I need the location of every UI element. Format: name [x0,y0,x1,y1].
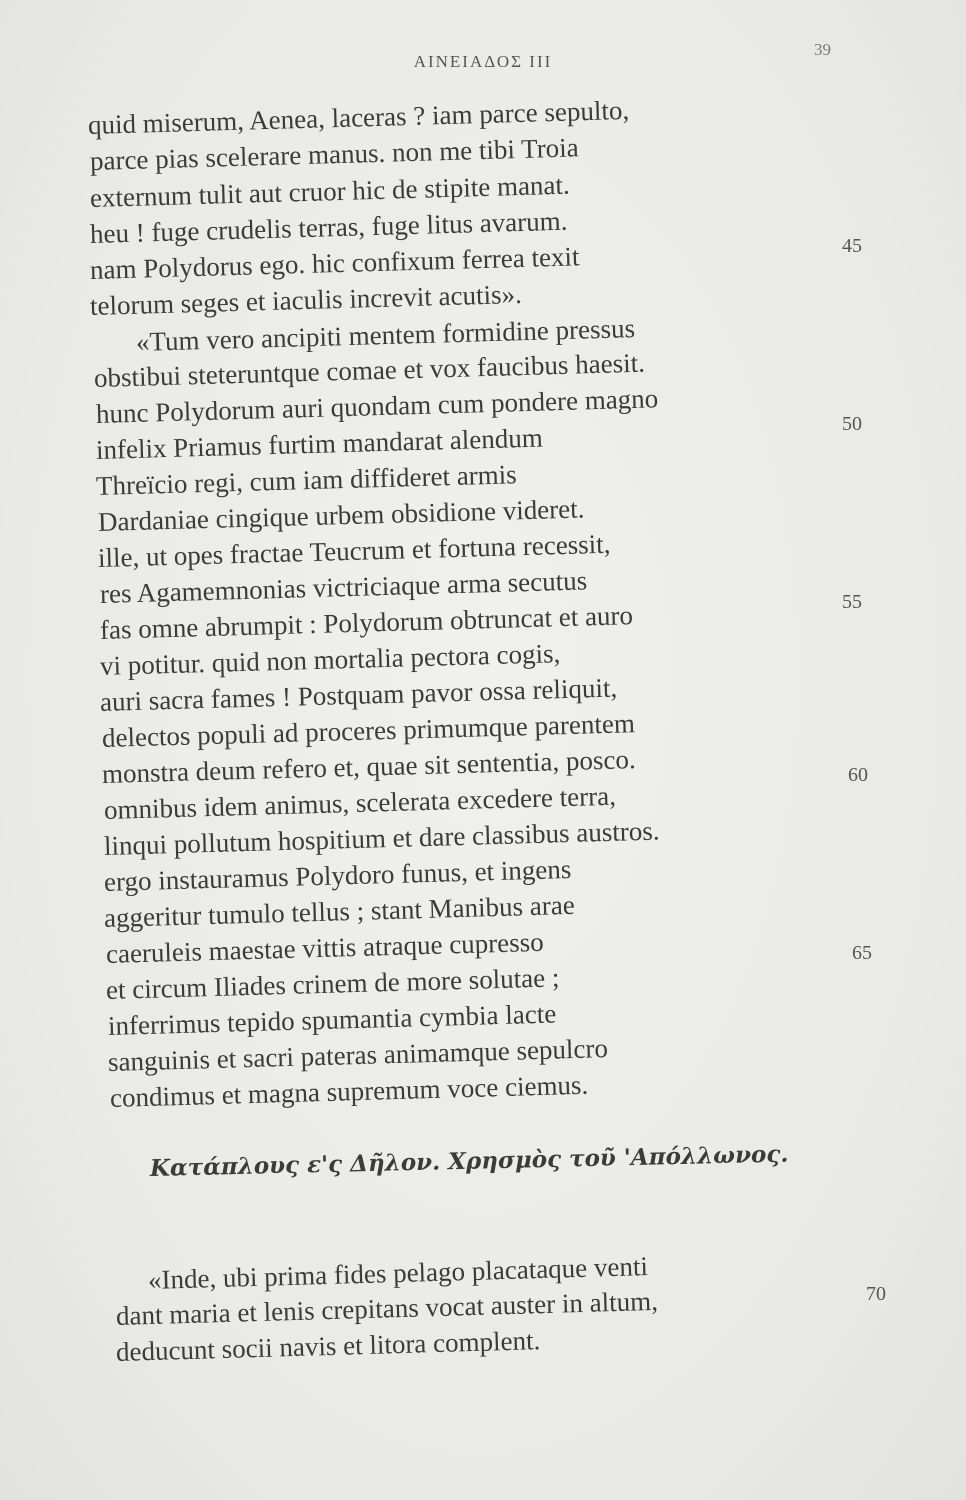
verse-line: nam Polydorus ego. hic confixum ferrea texit [89,241,580,285]
verse-line: parce pias scelerare manus. non me tibi Troia [89,132,580,176]
line-number: 55 [842,591,862,613]
verse-line: aggeritur tumulo tellus ; stant Manibus arae [103,889,576,933]
verse-line: quid miserum, Aenea, laceras ? iam parce sepulto, [87,94,630,140]
verse-line: monstra deum refero et, quae sit sententia, posco. [101,744,637,789]
verse-line: delectos populi ad proceres primumque parentem [101,708,636,753]
verse-line: sanguinis et sacri pateras animamque sepulcro [107,1033,609,1077]
verse-line: omnibus idem animus, scelerata excedere terra, [103,780,617,825]
section-heading: Κατάπλους ε'ς Δῆλον. Χρησμὸς τοῦ 'Απόλλωνος. [149,1140,789,1182]
verse-line: obstibui steteruntque comae et vox faucibus haesit. [93,347,646,393]
verse-line: auri sacra fames ! Postquam pavor ossa reliquit, [99,672,618,717]
verse-line: condimus et magna supremum voce ciemus. [109,1069,589,1113]
verse-line: hunc Polydorum auri quondam cum pondere magno [95,383,659,429]
verse-line: inferrimus tepido spumantia cymbia lacte [107,998,557,1041]
verse-line: caeruleis maestae vittis atraque cupresso [105,926,545,969]
line-number: 65 [852,942,872,964]
page-number: 39 [814,40,831,59]
line-number: 70 [866,1283,886,1305]
verse-line: et circum Iliades crinem de more solutae ; [105,962,560,1005]
line-number: 45 [842,235,862,257]
verse-line: linqui pollutum hospitium et dare classibus austros. [103,815,660,861]
verse-line: heu ! fuge crudelis terras, fuge litus avarum. [89,205,568,249]
verse-line: «Tum vero ancipiti mentem formidine pressus [135,313,636,357]
verse-line: vi potitur. quid non mortalia pectora cogis, [99,638,561,681]
verse-line: infelix Priamus furtim mandarat alendum [95,422,544,465]
verse-line: res Agamemnonias victriciaque arma secutus [99,565,588,609]
running-title: ΑΙΝΕΙΑΔΟΣ III [413,52,553,71]
verse-line: Threïcio regi, cum iam diffideret armis [95,459,518,501]
line-number: 50 [842,413,862,435]
verse-line: deducunt socii navis et litora complent. [115,1325,541,1367]
verse-line: externum tulit aut cruor hic de stipite manat. [89,169,571,213]
line-number: 60 [848,764,868,786]
verse-line: ergo instauramus Polydoro funus, et ingens [103,853,572,897]
verse-line: fas omne abrumpit : Polydorum obtruncat et auro [99,600,634,645]
verse-line: ille, ut opes fractae Teucrum et fortuna recessit, [97,528,611,573]
verse-line: dant maria et lenis crepitans vocat auster in altum, [115,1285,659,1331]
verse-line: «Inde, ubi prima fides pelago placataque venti [147,1251,649,1295]
verse-line: telorum seges et iaculis increvit acutis». [89,278,523,321]
verse-line: Dardaniae cingique urbem obsidione videret. [97,493,585,537]
